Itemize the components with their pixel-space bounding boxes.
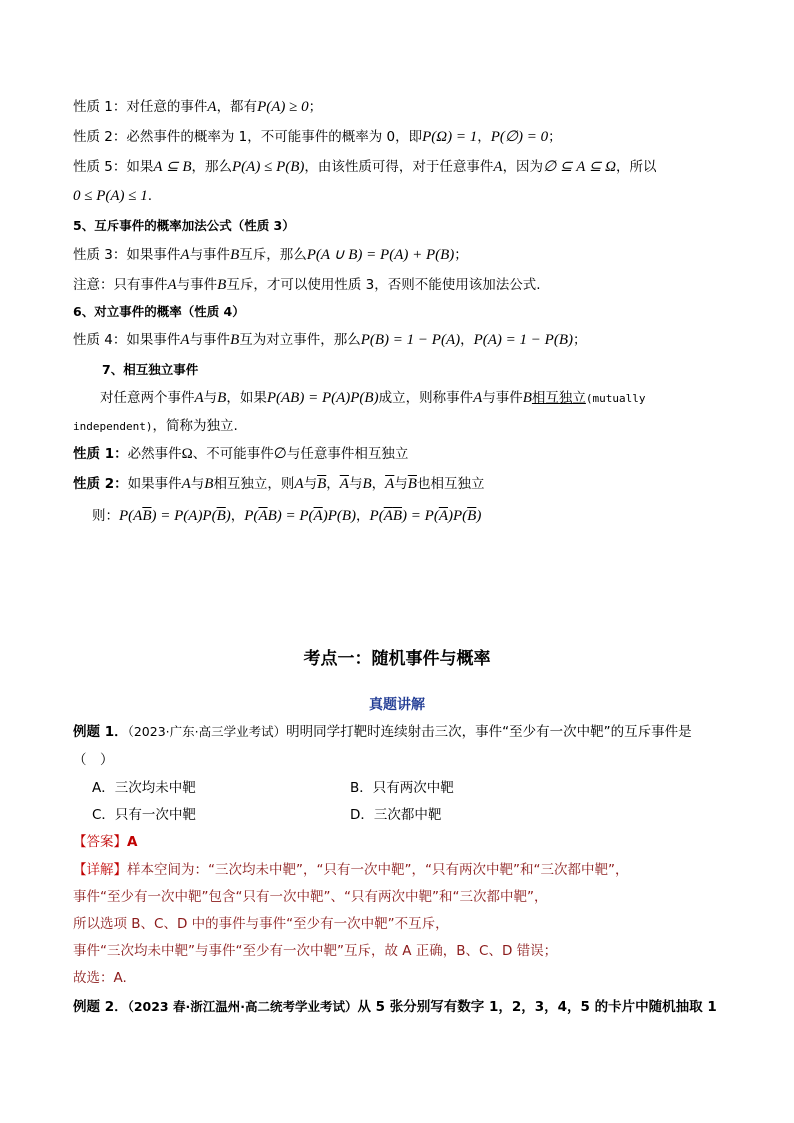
detail-line-4: 事件“三次均未中靶”与事件“至少有一次中靶”互斥，故 A 正确，B、C、D 错误； — [73, 943, 558, 959]
independence-property-2: 性质 2：如果事件A与B相互独立，则A与$\overline{B}$，$\overline{A}$与B，$\overline{A}$与$\overline{B}$也相互独立 — [73, 476, 485, 492]
formula: ∅ ⊆ A ⊆ Ω — [543, 159, 617, 175]
zhenti-heading: 真题讲解 — [369, 697, 425, 713]
answer-line: 【答案】A — [73, 834, 138, 850]
formula: $P(\overline{A}\overline{B}) = P(\overline{A})P(\overline{B})$ — [369, 508, 482, 524]
formula: P(A) ≤ P(B) — [232, 159, 305, 175]
option-b: B．只有两次中靶 — [350, 780, 454, 796]
note-line: 注意：只有事件A与事件B互斥，才可以使用性质 3，否则不能使用该加法公式. — [73, 277, 541, 293]
property-3-line: 性质 3：如果事件A与事件B互斥，那么P(A ∪ B) = P(A) + P(B)； — [73, 247, 468, 263]
formula: P(A ∪ B) = P(A) + P(B) — [306, 247, 455, 263]
property-5-line: 性质 5：如果A ⊆ B，那么P(A) ≤ P(B)，由该性质可得，对于任意事件A，因为∅ ⊆ A ⊆ Ω，所以 — [73, 159, 657, 175]
independence-definition: 对任意两个事件A与B，如果P(AB) = P(A)P(B)成立，则称事件A与事件B相互独立(mutually — [100, 390, 646, 406]
formula: P(∅) = 0 — [490, 129, 549, 145]
formula: P(A) ≥ 0 — [257, 99, 309, 115]
independence-property-1: 性质 1：必然事件Ω、不可能事件∅与任意事件相互独立 — [73, 446, 409, 462]
option-d: D．三次都中靶 — [350, 807, 442, 823]
option-c: C．只有一次中靶 — [92, 807, 196, 823]
independence-definition-continued: independent)，简称为独立. — [73, 418, 238, 434]
formula: $P(A\overline{B}) = P(A)P(\overline{B})$ — [119, 508, 231, 524]
formula: P(B) = 1 − P(A) — [360, 332, 461, 348]
example-2-question: 例题 2．（2023 春·浙江温州·高二统考学业考试）从 5 张分别写有数字 1，2，3，4，5 的卡片中随机抽取 1 — [73, 999, 717, 1015]
property-2-line: 性质 2：必然事件的概率为 1，不可能事件的概率为 0，即P(Ω) = 1，P(∅) = 0； — [73, 129, 562, 145]
formula: 0 ≤ P(A) ≤ 1 — [73, 188, 148, 204]
detail-line-1: 【详解】样本空间为：“三次均未中靶”，“只有一次中靶”，“只有两次中靶”和“三次都中靶”， — [73, 862, 629, 878]
detail-line-2: 事件“至少有一次中靶”包含“只有一次中靶”、“只有两次中靶”和“三次都中靶”， — [73, 889, 548, 905]
example-1-paren: （ ） — [73, 752, 114, 768]
detail-line-5: 故选：A. — [73, 970, 127, 986]
detail-line-3: 所以选项 B、C、D 中的事件与事件“至少有一次中靶”不互斥， — [73, 916, 449, 932]
section-5-heading: 5、互斥事件的概率加法公式（性质 3） — [73, 218, 295, 233]
option-a: A．三次均未中靶 — [92, 780, 196, 796]
formula: P(Ω) = 1 — [422, 129, 478, 145]
property-4-line: 性质 4：如果事件A与事件B互为对立事件，那么P(B) = 1 − P(A)，P(A) = 1 − P(B)； — [73, 332, 587, 348]
then-formulas: 则：$P(A\overline{B}) = P(A)P(\overline{B})$，$P(\overline{A}B) = P(\overline{A})P(B)$，$P(\overline{A}\overline{B}) = P(\overline{A})P(\overline{B})$ — [92, 508, 482, 524]
example-1-question: 例题 1．（2023·广东·高三学业考试）明明同学打靶时连续射击三次，事件“至少有一次中靶”的互斥事件是 — [73, 724, 692, 740]
kaodian-heading: 考点一：随机事件与概率 — [303, 649, 491, 669]
property-1-line: 性质 1：对任意的事件A，都有P(A) ≥ 0； — [73, 99, 323, 115]
section-6-heading: 6、对立事件的概率（性质 4） — [73, 304, 245, 319]
formula: A ⊆ B — [153, 159, 192, 175]
section-7-heading: 7、相互独立事件 — [102, 362, 199, 377]
formula: P(AB) = P(A)P(B) — [266, 390, 379, 406]
property-5-continued: 0 ≤ P(A) ≤ 1. — [73, 188, 153, 204]
formula: $P(\overline{A}B) = P(\overline{A})P(B)$ — [244, 508, 357, 524]
formula: P(A) = 1 − P(B) — [473, 332, 573, 348]
